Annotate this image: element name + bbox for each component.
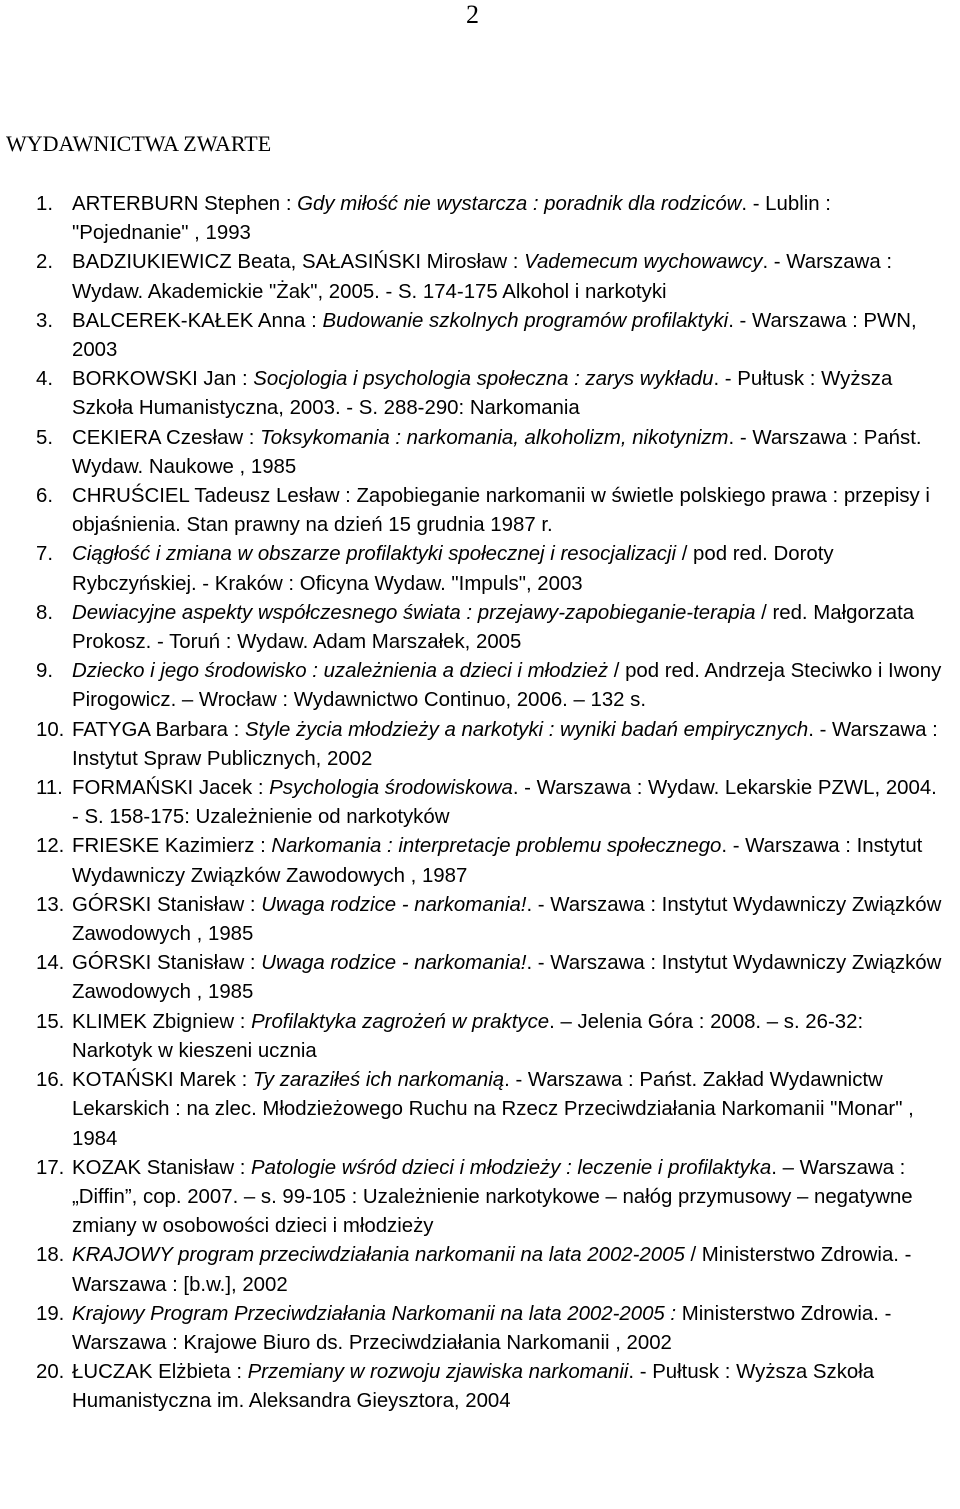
entry-number: 15. — [36, 1010, 65, 1033]
entry-title: Budowanie szkolnych programów profilaktyki — [322, 309, 729, 332]
bibliography-entry — [0, 949, 960, 1007]
entry-publication-info: . – Jelenia Góra : 2008. – s. 26-32: Narkotyk w kieszeni ucznia — [72, 1010, 864, 1062]
bibliography-entry — [0, 832, 960, 890]
entry-publication-info: . - Pułtusk : Wyższa Szkoła Humanistyczna, 2003. - S. 288-290: Narkomania — [72, 368, 893, 420]
entry-title: Socjologia i psychologia społeczna : zarys wykładu — [253, 368, 714, 391]
bibliography-entry — [0, 657, 960, 715]
entry-title: Gdy miłość nie wystarcza : poradnik dla rodziców — [297, 193, 742, 215]
bibliography-entry — [0, 1358, 960, 1416]
entry-number: 9. — [36, 660, 54, 683]
entry-number: 12. — [36, 835, 65, 858]
entry-title: Krajowy Program Przeciwdziałania Narkomanii na lata 2002-2005 : — [72, 1302, 677, 1325]
entry-publication-info: / Ministerstwo Zdrowia. - Warszawa : [b.w.], 2002 — [72, 1244, 912, 1296]
bibliography-entry — [0, 1066, 960, 1154]
bibliography-entry — [0, 190, 960, 248]
bibliography-entry — [0, 248, 960, 306]
entry-title: Vademecum wychowawcy — [524, 251, 763, 274]
entry-number: 1. — [36, 193, 54, 215]
bibliography-list — [0, 190, 960, 1417]
entry-title: Ciągłość i zmiana w obszarze profilaktyki społecznej i resocjalizacji — [72, 543, 677, 566]
entry-number: 3. — [36, 309, 54, 332]
bibliography-entry — [0, 599, 960, 657]
entry-title: Przemiany w rozwoju zjawiska narkomanii — [247, 1361, 629, 1384]
entry-author: CHRUŚCIEL Tadeusz Lesław : Zapobieganie narkomanii w świetle polskiego prawa : przepisy i objaśnienia. Stan prawny na dzień 15 grudnia 1987 r. — [72, 485, 930, 537]
entry-author: BADZIUKIEWICZ Beata, SAŁASIŃSKI Mirosław : — [72, 251, 525, 274]
entry-author: FATYGA Barbara : — [72, 718, 246, 741]
section-title: WYDAWNICTWA ZWARTE — [6, 131, 272, 156]
entry-author: BORKOWSKI Jan : — [72, 368, 254, 391]
entry-number: 11. — [36, 777, 63, 800]
entry-title: Ty zaraziłeś ich narkomanią — [252, 1069, 505, 1092]
bibliography-entry — [0, 891, 960, 949]
entry-title: KRAJOWY program przeciwdziałania narkomanii na lata 2002-2005 — [72, 1244, 685, 1267]
entry-publication-info: . - Pułtusk : Wyższa Szkoła Humanistyczna im. Aleksandra Gieysztora, 2004 — [72, 1361, 875, 1413]
entry-number: 14. — [36, 952, 65, 975]
bibliography-entry — [0, 540, 960, 598]
bibliography-entry — [0, 424, 960, 482]
entry-title: Narkomania : interpretacje problemu społecznego — [271, 835, 722, 858]
entry-number: 8. — [36, 601, 54, 624]
entry-title: Dewiacyjne aspekty współczesnego świata : przejawy-zapobieganie-terapia — [72, 601, 756, 624]
entry-title: Patologie wśród dzieci i młodzieży : leczenie i profilaktyka — [251, 1156, 772, 1179]
entry-publication-info: . - Warszawa : Instytut Wydawniczy Związków Zawodowych , 1985 — [72, 952, 942, 1004]
entry-publication-info: Ministerstwo Zdrowia. - Warszawa : Krajowe Biuro ds. Przeciwdziałania Narkomanii , 2002 — [72, 1302, 892, 1354]
entry-publication-info: . – Warszawa : „Diffin”, cop. 2007. – s. 99-105 : Uzależnienie narkotykowe – nałóg przymusowy – negatywne zmiany w osobowości dzieci i młodzieży — [72, 1156, 913, 1238]
entry-author: FRIESKE Kazimierz : — [72, 835, 272, 858]
bibliography-entry — [0, 1154, 960, 1242]
entry-publication-info: . - Warszawa : Instytut Wydawniczy Związków Zawodowych , 1987 — [72, 835, 923, 887]
entry-publication-info: / red. Małgorzata Prokosz. - Toruń : Wydaw. Adam Marszałek, 2005 — [72, 601, 915, 654]
bibliography-entry — [0, 482, 960, 540]
entry-publication-info: . - Lublin : "Pojednanie" , 1993 — [72, 193, 831, 245]
bibliography-entry — [0, 774, 960, 832]
entry-author: BALCEREK-KAŁEK Anna : — [72, 309, 323, 332]
entry-author: KLIMEK Zbigniew : — [72, 1010, 252, 1033]
bibliography-entry — [0, 1008, 960, 1066]
entry-author: KOZAK Stanisław : — [72, 1156, 252, 1179]
entry-number: 18. — [36, 1244, 65, 1267]
entry-number: 10. — [36, 718, 65, 741]
entry-author: KOTAŃSKI Marek : — [72, 1069, 253, 1092]
page-number: 2 — [466, 0, 479, 29]
entry-number: 7. — [36, 543, 54, 566]
entry-publication-info: . - Warszawa : Instytut Wydawniczy Związków Zawodowych , 1985 — [72, 893, 942, 946]
bibliography-entry — [0, 1241, 960, 1299]
entry-title: Toksykomania : narkomania, alkoholizm, nikotynizm — [260, 426, 729, 449]
entry-publication-info: . - Warszawa : Wydaw. Lekarskie PZWL, 2004. - S. 158-175: Uzależnienie od narkotyków — [72, 777, 937, 829]
entry-title: Profilaktyka zagrożeń w praktyce — [251, 1010, 550, 1033]
entry-number: 20. — [36, 1361, 65, 1384]
entry-publication-info: . - Warszawa : PWN, 2003 — [72, 309, 917, 362]
entry-publication-info: . - Warszawa : Instytut Spraw Publicznych, 2002 — [72, 718, 938, 770]
entry-number: 17. — [36, 1156, 65, 1179]
entry-number: 19. — [36, 1302, 65, 1325]
entry-publication-info: . - Warszawa : Wydaw. Akademickie "Żak", 2005. - S. 174-175 Alkohol i narkotyki — [72, 251, 893, 303]
entry-author: ŁUCZAK Elżbieta : — [72, 1361, 248, 1384]
entry-title: Uwaga rodzice - narkomania! — [261, 952, 527, 975]
entry-title: Uwaga rodzice - narkomania! — [261, 893, 527, 916]
entry-publication-info: . - Warszawa : Państ. Zakład Wydawnictw Lekarskich : na zlec. Młodzieżowego Ruchu na Rzecz Przeciwdziałania Narkomanii "Monar" , 1984 — [72, 1069, 914, 1150]
entry-author: FORMAŃSKI Jacek : — [72, 777, 270, 800]
entry-author: GÓRSKI Stanisław : — [72, 893, 262, 916]
entry-title: Psychologia środowiskowa — [269, 777, 513, 800]
bibliography-entry — [0, 365, 960, 423]
bibliography-entry — [0, 1300, 960, 1358]
entry-title: Dziecko i jego środowisko : uzależnienia a dzieci i młodzież — [72, 660, 609, 683]
entry-number: 2. — [36, 251, 54, 274]
entry-publication-info: . - Warszawa : Państ. Wydaw. Naukowe , 1985 — [72, 426, 922, 478]
entry-number: 13. — [36, 893, 65, 916]
bibliography-entry — [0, 307, 960, 365]
entry-number: 5. — [36, 426, 54, 449]
entry-author: GÓRSKI Stanisław : — [72, 952, 262, 975]
entry-publication-info: / pod red. Andrzeja Steciwko i Iwony Pirogowicz. – Wrocław : Wydawnictwo Continuo, 2006. – 132 s. — [72, 660, 942, 712]
bibliography-entry — [0, 716, 960, 774]
entry-number: 4. — [36, 368, 54, 391]
entry-author: ARTERBURN Stephen : — [72, 193, 298, 215]
entry-number: 16. — [36, 1069, 65, 1092]
entry-publication-info: / pod red. Doroty Rybczyńskiej. - Kraków : Oficyna Wydaw. "Impuls", 2003 — [72, 543, 834, 595]
entry-number: 6. — [36, 485, 54, 508]
entry-title: Style życia młodzieży a narkotyki : wyniki badań empirycznych — [245, 718, 809, 741]
entry-author: CEKIERA Czesław : — [72, 426, 261, 449]
